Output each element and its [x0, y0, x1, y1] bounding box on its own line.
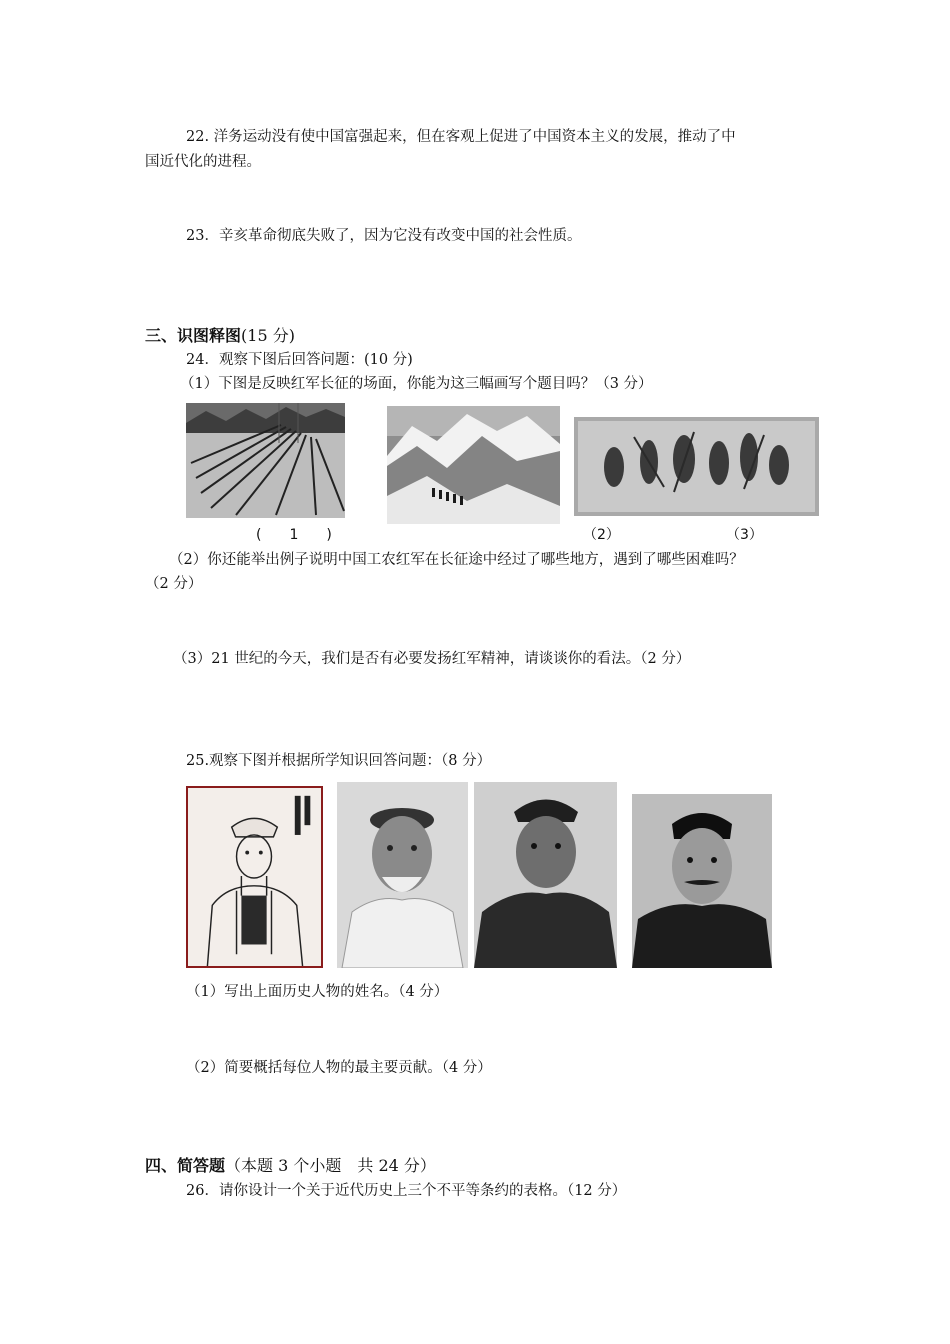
section3-score: (15 分) — [241, 326, 295, 345]
chain-bridge-image — [186, 403, 345, 518]
q25-sub2: （2）简要概括每位人物的最主要贡献。（4 分） — [186, 1060, 492, 1076]
section4-title: 四、简答题 — [145, 1156, 226, 1175]
q26-text: 26．请你设计一个关于近代历史上三个不平等条约的表格。（12 分） — [186, 1183, 627, 1199]
q22-line2: 国近代化的进程。 — [145, 154, 261, 170]
snow-mountain-image — [387, 406, 560, 524]
battle-painting-image — [574, 417, 819, 516]
portrait-4-image — [632, 794, 772, 968]
q24-sub1: （1）下图是反映红军长征的场面，你能为这三幅画写个题目吗？（3 分） — [180, 376, 653, 392]
q24-sub3: （3）21 世纪的今天，我们是否有必要发扬红军精神，请谈谈你的看法。（2 分） — [173, 651, 691, 667]
section3-title: 三、识图释图 — [145, 326, 242, 345]
caption-1: ( 1 ) — [256, 527, 332, 543]
portrait-qing-official-image — [186, 786, 323, 968]
portrait-3-image — [474, 782, 617, 968]
q24-sub2-line2: （2 分） — [145, 576, 203, 592]
section3-heading — [145, 325, 295, 347]
q23-text: 23．辛亥革命彻底失败了，因为它没有改变中国的社会性质。 — [186, 228, 582, 244]
q25-stem: 25.观察下图并根据所学知识回答问题：（8 分） — [186, 753, 492, 769]
q25-sub1: （1）写出上面历史人物的姓名。（4 分） — [186, 984, 449, 1000]
caption-3: （3） — [726, 527, 763, 543]
portrait-2-image — [337, 782, 468, 968]
q22-line1: 22. 洋务运动没有使中国富强起来，但在客观上促进了中国资本主义的发展，推动了中 — [186, 129, 736, 145]
section4-heading — [145, 1155, 436, 1177]
q24-stem: 24．观察下图后回答问题：(10 分) — [186, 352, 413, 368]
q24-sub2-line1: （2）你还能举出例子说明中国工农红军在长征途中经过了哪些地方，遇到了哪些困难吗？ — [169, 552, 744, 568]
section4-score: （本题 3 个小题 共 24 分） — [225, 1156, 436, 1175]
caption-2: （2） — [583, 527, 620, 543]
